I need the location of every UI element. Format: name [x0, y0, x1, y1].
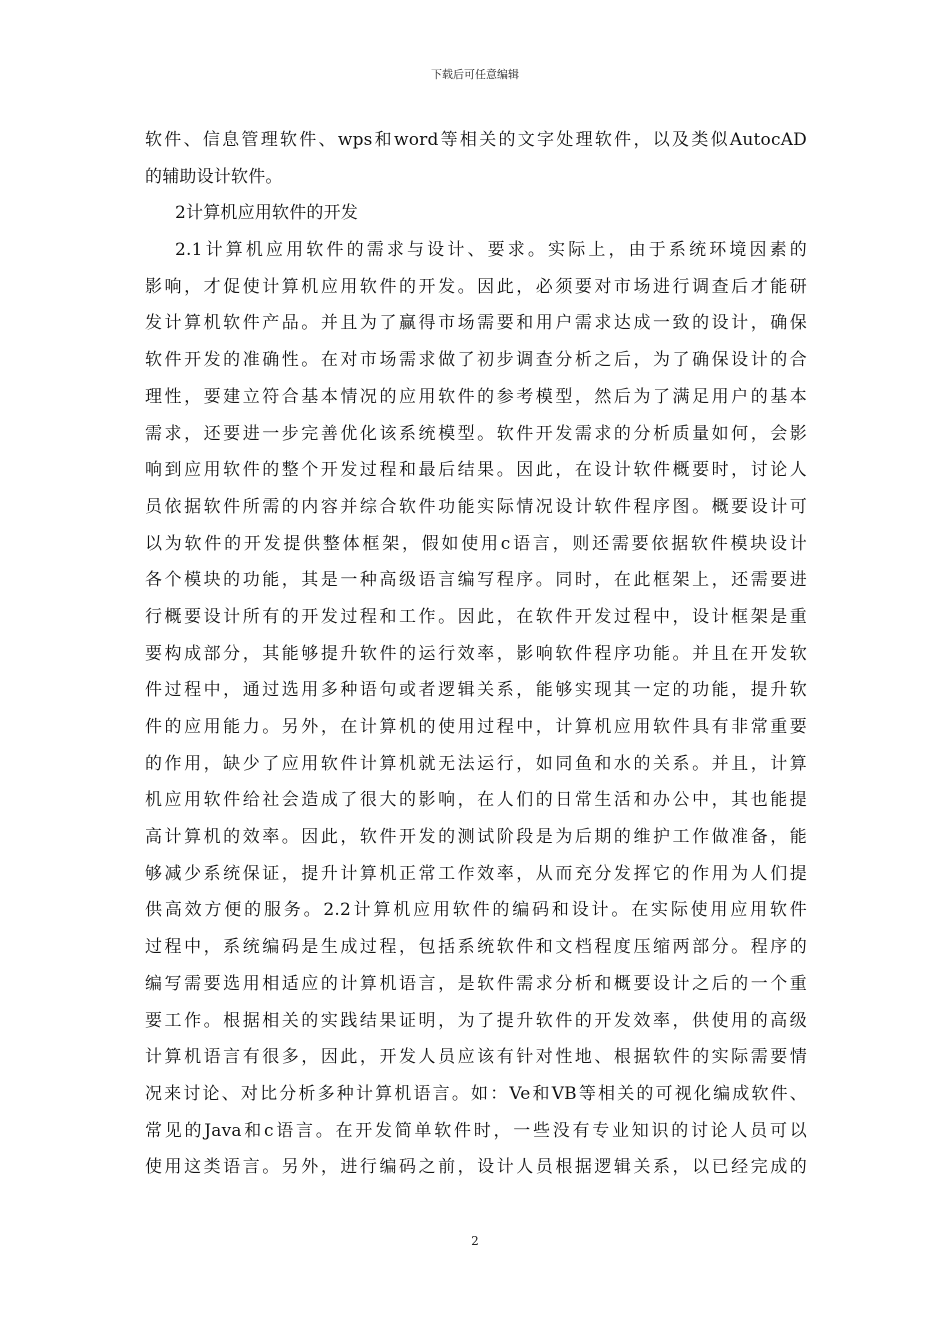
- text-line: 常见的Java和c语言。在开发简单软件时，一些没有专业知识的讨论人员可以: [145, 1120, 807, 1141]
- text-line: 各个模块的功能，其是一种高级语言编写程序。同时，在此框架上，还需要进: [145, 570, 807, 591]
- text-line: 机应用软件给社会造成了很大的影响，在人们的日常生活和办公中，其也能提: [145, 790, 807, 811]
- page-number: 2: [471, 1234, 479, 1248]
- text-line: 够减少系统保证，提升计算机正常工作效率，从而充分发挥它的作用为人们提: [145, 863, 807, 884]
- text-line: 况来讨论、对比分析多种计算机语言。如：Ve和VB等相关的可视化编成软件、: [145, 1083, 807, 1104]
- text-line: 软件开发的准确性。在对市场需求做了初步调查分析之后，为了确保设计的合: [145, 350, 807, 371]
- text-line: 需求，还要进一步完善优化该系统模型。软件开发需求的分析质量如何，会影: [145, 423, 807, 444]
- text-line: 以为软件的开发提供整体框架，假如使用c语言，则还需要依据软件模块设计: [145, 533, 807, 554]
- page-header: 下载后可任意编辑: [431, 68, 519, 81]
- text-line: 2.1计算机应用软件的需求与设计、要求。实际上，由于系统环境因素的: [175, 240, 807, 261]
- text-line: 的作用，缺少了应用软件计算机就无法运行，如同鱼和水的关系。并且，计算: [145, 753, 807, 774]
- text-line: 过程中，系统编码是生成过程，包括系统软件和文档程度压缩两部分。程序的: [145, 937, 807, 958]
- section-heading: 2计算机应用软件的开发: [175, 203, 359, 224]
- text-line: 使用这类语言。另外，进行编码之前，设计人员根据逻辑关系，以已经完成的: [145, 1157, 807, 1178]
- text-line: 软件、信息管理软件、wps和word等相关的文字处理软件，以及类似AutocAD: [145, 130, 807, 150]
- text-line: 要工作。根据相关的实践结果证明，为了提升软件的开发效率，供使用的高级: [145, 1010, 807, 1031]
- text-line: 影响，才促使计算机应用软件的开发。因此，必须要对市场进行调查后才能研: [145, 276, 807, 297]
- text-line: 的辅助设计软件。: [145, 166, 283, 187]
- text-line: 理性，要建立符合基本情况的应用软件的参考模型，然后为了满足用户的基本: [145, 386, 807, 407]
- text-line: 高计算机的效率。因此，软件开发的测试阶段是为后期的维护工作做准备，能: [145, 827, 807, 848]
- text-line: 编写需要选用相适应的计算机语言，是软件需求分析和概要设计之后的一个重: [145, 973, 807, 994]
- text-line: 发计算机软件产品。并且为了赢得市场需要和用户需求达成一致的设计，确保: [145, 313, 807, 334]
- text-line: 员依据软件所需的内容并综合软件功能实际情况设计软件程序图。概要设计可: [145, 496, 807, 517]
- text-line: 供高效方便的服务。2.2计算机应用软件的编码和设计。在实际使用应用软件: [145, 900, 807, 921]
- text-line: 计算机语言有很多，因此，开发人员应该有针对性地、根据软件的实际需要情: [145, 1047, 807, 1068]
- text-line: 件过程中，通过选用多种语句或者逻辑关系，能够实现其一定的功能，提升软: [145, 680, 807, 701]
- text-line: 响到应用软件的整个开发过程和最后结果。因此，在设计软件概要时，讨论人: [145, 460, 807, 481]
- text-line: 要构成部分，其能够提升软件的运行效率，影响软件程序功能。并且在开发软: [145, 643, 807, 664]
- text-line: 行概要设计所有的开发过程和工作。因此，在软件开发过程中，设计框架是重: [145, 606, 807, 627]
- document-body: [145, 122, 807, 1186]
- text-line: 件的应用能力。另外，在计算机的使用过程中，计算机应用软件具有非常重要: [145, 717, 807, 737]
